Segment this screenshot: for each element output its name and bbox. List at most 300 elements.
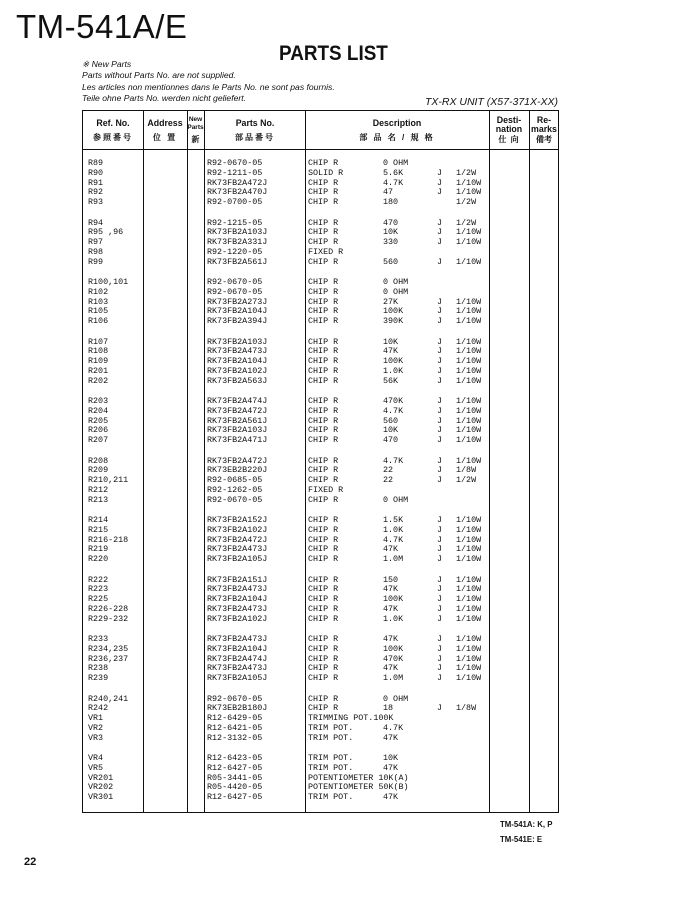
cell-desc: CHIP R [308,515,339,525]
cell-ref: R210,211 [88,475,129,486]
cell-ref: R106 [88,316,109,327]
cell-part: R92-1215-05 [207,217,263,228]
cell-desc: CHIP R [308,277,339,287]
cell-rat: 1/10W [456,237,482,248]
row-group [83,457,558,506]
cell-rat: 1/10W [456,613,482,624]
cell-rat: 1/10W [456,396,482,406]
cell-rat: 1/2W [456,167,477,178]
cell-desc: CHIP R [308,584,339,595]
header-ref: Ref. No. [96,118,130,128]
header-ref-jp: 参照番号 [93,133,133,142]
cell-desc: TRIMMING POT.100K [308,713,394,724]
cell-desc: SOLID R [308,167,344,178]
cell-tol: J [437,465,443,476]
cell-tol: J [437,296,443,307]
cell-desc: CHIP R [308,316,339,327]
row-group [83,635,558,684]
cell-part: R92-0700-05 [207,197,263,208]
cell-desc: CHIP R [308,197,339,208]
header-new-jp: 新 [191,135,200,144]
cell-ref: R238 [88,663,109,674]
cell-tol: J [437,584,443,595]
note-german: Teile ohne Parts No. werden nicht geliefert. [82,92,247,103]
cell-desc: CHIP R [308,296,339,307]
cell-ref: R205 [88,415,109,426]
cell-desc: CHIP R [308,425,339,436]
table-body [83,149,558,812]
row-group [83,278,558,327]
cell-rat: 1/10W [456,574,482,585]
cell-desc: CHIP R [308,306,339,317]
cell-part: RK73FB2A472J [207,455,268,466]
cell-desc: CHIP R [308,663,339,674]
cell-ref: R91 [88,177,104,188]
header-description: Description [372,118,422,128]
cell-tol: J [437,703,443,714]
cell-val: 4.7K [383,405,404,416]
cell-part: RK73FB2A563J [207,375,268,386]
cell-val: 4.7K [383,534,404,545]
cell-desc: CHIP R [308,703,339,714]
cell-part: RK73EB2B180J [207,703,268,714]
cell-val: 10K [383,425,399,436]
header-parts-no-jp: 部品番号 [235,133,275,142]
cell-desc: TRIM POT. [308,792,354,803]
cell-val: 4.7K [383,722,404,733]
cell-desc: CHIP R [308,217,339,228]
cell-part: RK73FB2A331J [207,237,268,248]
table-row [83,615,558,625]
cell-ref: R212 [88,484,109,495]
cell-ref: R215 [88,524,109,535]
cell-rat: 1/10W [456,405,482,416]
cell-desc: TRIM POT. [308,753,354,763]
cell-tol: J [437,435,443,446]
cell-rat: 1/10W [456,177,482,188]
cell-val: 4.7K [383,177,404,188]
cell-part: RK73FB2A103J [207,425,268,436]
cell-part: RK73FB2A104J [207,594,268,605]
cell-ref: R242 [88,703,109,714]
cell-desc: CHIP R [308,534,339,545]
header-new-parts: New Parts [187,116,204,131]
cell-desc: CHIP R [308,177,339,188]
cell-ref: R98 [88,246,104,257]
note-english: Parts without Parts No. are not supplied. [82,70,236,81]
cell-desc: CHIP R [308,634,339,644]
cell-part: RK73FB2A473J [207,544,268,555]
header-description-jp: 部 品 名 / 規 格 [359,133,435,142]
cell-part: RK73FB2A472J [207,534,268,545]
cell-val: 100K [383,643,404,654]
cell-val: 47K [383,544,399,555]
cell-ref: R103 [88,296,109,307]
cell-desc: CHIP R [308,237,339,248]
cell-rat: 1/10W [456,296,482,307]
cell-desc: FIXED R [308,484,344,495]
cell-tol: J [437,396,443,406]
cell-part: R12-6429-05 [207,713,263,724]
cell-part: RK73FB2A561J [207,256,268,267]
cell-rat: 1/10W [456,455,482,466]
cell-tol: J [437,554,443,565]
cell-desc: CHIP R [308,475,339,486]
cell-val: 1.5K [383,515,404,525]
cell-part: RK73FB2A474J [207,653,268,664]
cell-tol: J [437,375,443,386]
cell-tol: J [437,673,443,684]
header-remarks: Re- marks [531,115,557,134]
cell-rat: 1/10W [456,653,482,664]
cell-ref: R92 [88,187,104,198]
cell-ref: R213 [88,494,109,505]
cell-tol: J [437,634,443,644]
cell-ref: R236,237 [88,653,129,664]
cell-val: 47K [383,634,399,644]
cell-part: RK73FB2A103J [207,336,268,347]
cell-ref: VR4 [88,753,104,763]
cell-val: 100K [383,356,404,367]
cell-val: 180 [383,197,399,208]
cell-ref: R201 [88,365,109,376]
cell-val: 0 OHM [383,286,409,297]
cell-tol: J [437,365,443,376]
cell-ref: VR1 [88,713,104,724]
cell-val: 1.0M [383,554,404,565]
cell-part: RK73FB2A473J [207,584,268,595]
cell-tol: J [437,643,443,654]
cell-part: R12-6427-05 [207,792,263,803]
cell-part: RK73FB2A394J [207,316,268,327]
cell-tol: J [437,574,443,585]
cell-part: RK73FB2A473J [207,603,268,614]
table-row [83,734,558,744]
cell-desc: CHIP R [308,653,339,664]
cell-part: RK73FB2A102J [207,524,268,535]
cell-ref: R226-228 [88,603,129,614]
cell-tol: J [437,177,443,188]
cell-rat: 1/10W [456,515,482,525]
cell-part: R12-6423-05 [207,753,263,763]
cell-tol: J [437,316,443,327]
table-row [83,258,558,268]
cell-desc: CHIP R [308,455,339,466]
cell-part: RK73FB2A152J [207,515,268,525]
cell-desc: CHIP R [308,375,339,386]
parts-table [82,110,559,813]
cell-val: 56K [383,375,399,386]
cell-part: R05-3441-05 [207,772,263,783]
cell-tol: J [437,346,443,357]
cell-val: 47K [383,762,399,773]
cell-val: 1.0K [383,365,404,376]
cell-val: 390K [383,316,404,327]
cell-rat: 1/10W [456,256,482,267]
cell-desc: CHIP R [308,365,339,376]
cell-tol: J [437,227,443,238]
cell-val: 330 [383,237,399,248]
header-address-jp: 位 置 [152,133,178,142]
cell-ref: R204 [88,405,109,416]
cell-tol: J [437,306,443,317]
cell-rat: 1/10W [456,187,482,198]
cell-tol: J [437,187,443,198]
cell-val: 0 OHM [383,158,409,168]
cell-part: RK73EB2B220J [207,465,268,476]
cell-rat: 1/10W [456,673,482,684]
cell-val: 470K [383,653,404,664]
cell-part: RK73FB2A103J [207,227,268,238]
cell-val: 0 OHM [383,693,409,704]
cell-part: R05-4420-05 [207,782,263,793]
cell-desc: CHIP R [308,256,339,267]
cell-tol: J [437,455,443,466]
cell-desc: CHIP R [308,435,339,446]
cell-rat: 1/10W [456,227,482,238]
cell-tol: J [437,217,443,228]
cell-ref: R220 [88,554,109,565]
cell-val: 1.0K [383,613,404,624]
cell-val: 47 [383,187,394,198]
notes [82,59,335,104]
cell-part: RK73FB2A104J [207,643,268,654]
cell-rat: 1/10W [456,603,482,614]
cell-tol: J [437,405,443,416]
cell-desc: CHIP R [308,524,339,535]
cell-part: RK73FB2A472J [207,405,268,416]
cell-tol: J [437,167,443,178]
cell-val: 100K [383,594,404,605]
cell-ref: R93 [88,197,104,208]
cell-ref: R229-232 [88,613,129,624]
cell-ref: R94 [88,217,104,228]
cell-val: 1.0M [383,673,404,684]
table-row [83,674,558,684]
cell-desc: CHIP R [308,613,339,624]
cell-rat: 1/10W [456,306,482,317]
cell-ref: R105 [88,306,109,317]
cell-ref: R203 [88,396,109,406]
cell-ref: R108 [88,346,109,357]
cell-tol: J [437,475,443,486]
cell-part: R92-0670-05 [207,693,263,704]
cell-part: R92-0670-05 [207,286,263,297]
cell-desc: TRIM POT. [308,762,354,773]
cell-rat: 1/10W [456,554,482,565]
cell-desc: CHIP R [308,227,339,238]
cell-tol: J [437,356,443,367]
cell-ref: VR202 [88,782,114,793]
cell-part: RK73FB2A473J [207,634,268,644]
cell-part: RK73FB2A472J [207,177,268,188]
cell-val: 470 [383,435,399,446]
cell-part: RK73FB2A105J [207,554,268,565]
cell-ref: R97 [88,237,104,248]
cell-ref: VR2 [88,722,104,733]
cell-part: RK73FB2A105J [207,673,268,684]
cell-ref: R89 [88,158,104,168]
cell-ref: R225 [88,594,109,605]
cell-desc: CHIP R [308,693,339,704]
cell-tol: J [437,603,443,614]
cell-ref: R107 [88,336,109,347]
cell-rat: 1/10W [456,544,482,555]
cell-ref: R207 [88,435,109,446]
table-row [83,496,558,506]
cell-desc: CHIP R [308,643,339,654]
cell-part: RK73FB2A561J [207,415,268,426]
row-group [83,338,558,387]
table-header [83,111,558,150]
cell-desc: CHIP R [308,574,339,585]
cell-part: RK73FB2A473J [207,346,268,357]
cell-val: 5.6K [383,167,404,178]
cell-desc: TRIM POT. [308,732,354,743]
cell-rat: 1/10W [456,425,482,436]
cell-val: 470K [383,396,404,406]
page-title: PARTS LIST [279,42,388,65]
cell-rat: 1/10W [456,316,482,327]
cell-ref: R214 [88,515,109,525]
cell-val: 22 [383,465,394,476]
destination-note-a: TM-541A: K, P [500,820,553,829]
cell-val: 18 [383,703,394,714]
cell-ref: R100,101 [88,277,129,287]
cell-val: 47K [383,732,399,743]
cell-part: R92-0670-05 [207,158,263,168]
cell-val: 47K [383,792,399,803]
cell-tol: J [437,524,443,535]
cell-desc: CHIP R [308,286,339,297]
cell-desc: CHIP R [308,187,339,198]
cell-tol: J [437,534,443,545]
table-row [83,555,558,565]
cell-ref: R202 [88,375,109,386]
cell-tol: J [437,544,443,555]
cell-desc: CHIP R [308,415,339,426]
cell-part: R12-6421-05 [207,722,263,733]
cell-val: 0 OHM [383,494,409,505]
cell-desc: FIXED R [308,246,344,257]
cell-part: RK73FB2A104J [207,356,268,367]
cell-tol: J [437,663,443,674]
row-group [83,516,558,565]
cell-desc: POTENTIOMETER 10K(A) [308,772,409,783]
cell-val: 0 OHM [383,277,409,287]
cell-ref: R206 [88,425,109,436]
cell-part: RK73FB2A273J [207,296,268,307]
cell-tol: J [437,415,443,426]
cell-val: 10K [383,336,399,347]
cell-desc: CHIP R [308,494,339,505]
cell-val: 560 [383,415,399,426]
row-group [83,754,558,803]
cell-ref: VR5 [88,762,104,773]
row-group [83,219,558,268]
cell-val: 10K [383,227,399,238]
cell-val: 1.0K [383,524,404,535]
cell-desc: TRIM POT. [308,722,354,733]
cell-tol: J [437,653,443,664]
cell-val: 47K [383,584,399,595]
cell-rat: 1/10W [456,375,482,386]
cell-ref: VR3 [88,732,104,743]
note-french: Les articles non mentionnes dans le Parts No. ne sont pas fournis. [82,81,335,92]
cell-rat: 1/10W [456,534,482,545]
cell-rat: 1/2W [456,217,477,228]
header-remarks-jp: 備考 [536,135,552,144]
destination-note-e: TM-541E: E [500,835,543,844]
cell-val: 470 [383,217,399,228]
cell-desc: CHIP R [308,405,339,416]
cell-part: R92-1262-05 [207,484,263,495]
cell-part: RK73FB2A471J [207,435,268,446]
cell-rat: 1/10W [456,415,482,426]
cell-rat: 1/10W [456,524,482,535]
cell-ref: R222 [88,574,109,585]
cell-ref: R234,235 [88,643,129,654]
cell-val: 47K [383,663,399,674]
cell-desc: CHIP R [308,673,339,684]
cell-desc: CHIP R [308,396,339,406]
cell-ref: R90 [88,167,104,178]
cell-desc: CHIP R [308,544,339,555]
cell-rat: 1/10W [456,336,482,347]
cell-rat: 1/10W [456,634,482,644]
cell-part: RK73FB2A474J [207,396,268,406]
cell-desc: POTENTIOMETER 50K(B) [308,782,409,793]
cell-ref: R223 [88,584,109,595]
cell-part: RK73FB2A473J [207,663,268,674]
cell-tol: J [437,613,443,624]
table-row [83,436,558,446]
cell-val: 150 [383,574,399,585]
model-title: TM-541A/E [16,8,188,45]
cell-tol: J [437,425,443,436]
cell-rat: 1/10W [456,365,482,376]
cell-desc: CHIP R [308,554,339,565]
cell-part: RK73FB2A151J [207,574,268,585]
cell-val: 47K [383,346,399,357]
header-destination-jp: 仕 向 [498,135,520,144]
table-row [83,198,558,208]
header-parts-no: Parts No. [235,118,275,128]
cell-tol: J [437,237,443,248]
note-new-parts: ※ New Parts [82,59,132,69]
cell-rat: 1/10W [456,356,482,367]
header-address: Address [147,118,183,128]
cell-rat: 1/10W [456,346,482,357]
cell-ref: R99 [88,256,104,267]
cell-tol: J [437,336,443,347]
cell-val: 100K [383,306,404,317]
cell-rat: 1/10W [456,435,482,446]
cell-part: RK73FB2A104J [207,306,268,317]
cell-ref: VR301 [88,792,114,803]
cell-part: R92-1220-05 [207,246,263,257]
cell-ref: R208 [88,455,109,466]
row-group [83,576,558,625]
cell-desc: CHIP R [308,158,339,168]
cell-val: 47K [383,603,399,614]
row-group [83,397,558,446]
cell-ref: R109 [88,356,109,367]
cell-ref: R239 [88,673,109,684]
cell-ref: R209 [88,465,109,476]
cell-val: 10K [383,753,399,763]
cell-part: R92-0670-05 [207,494,263,505]
